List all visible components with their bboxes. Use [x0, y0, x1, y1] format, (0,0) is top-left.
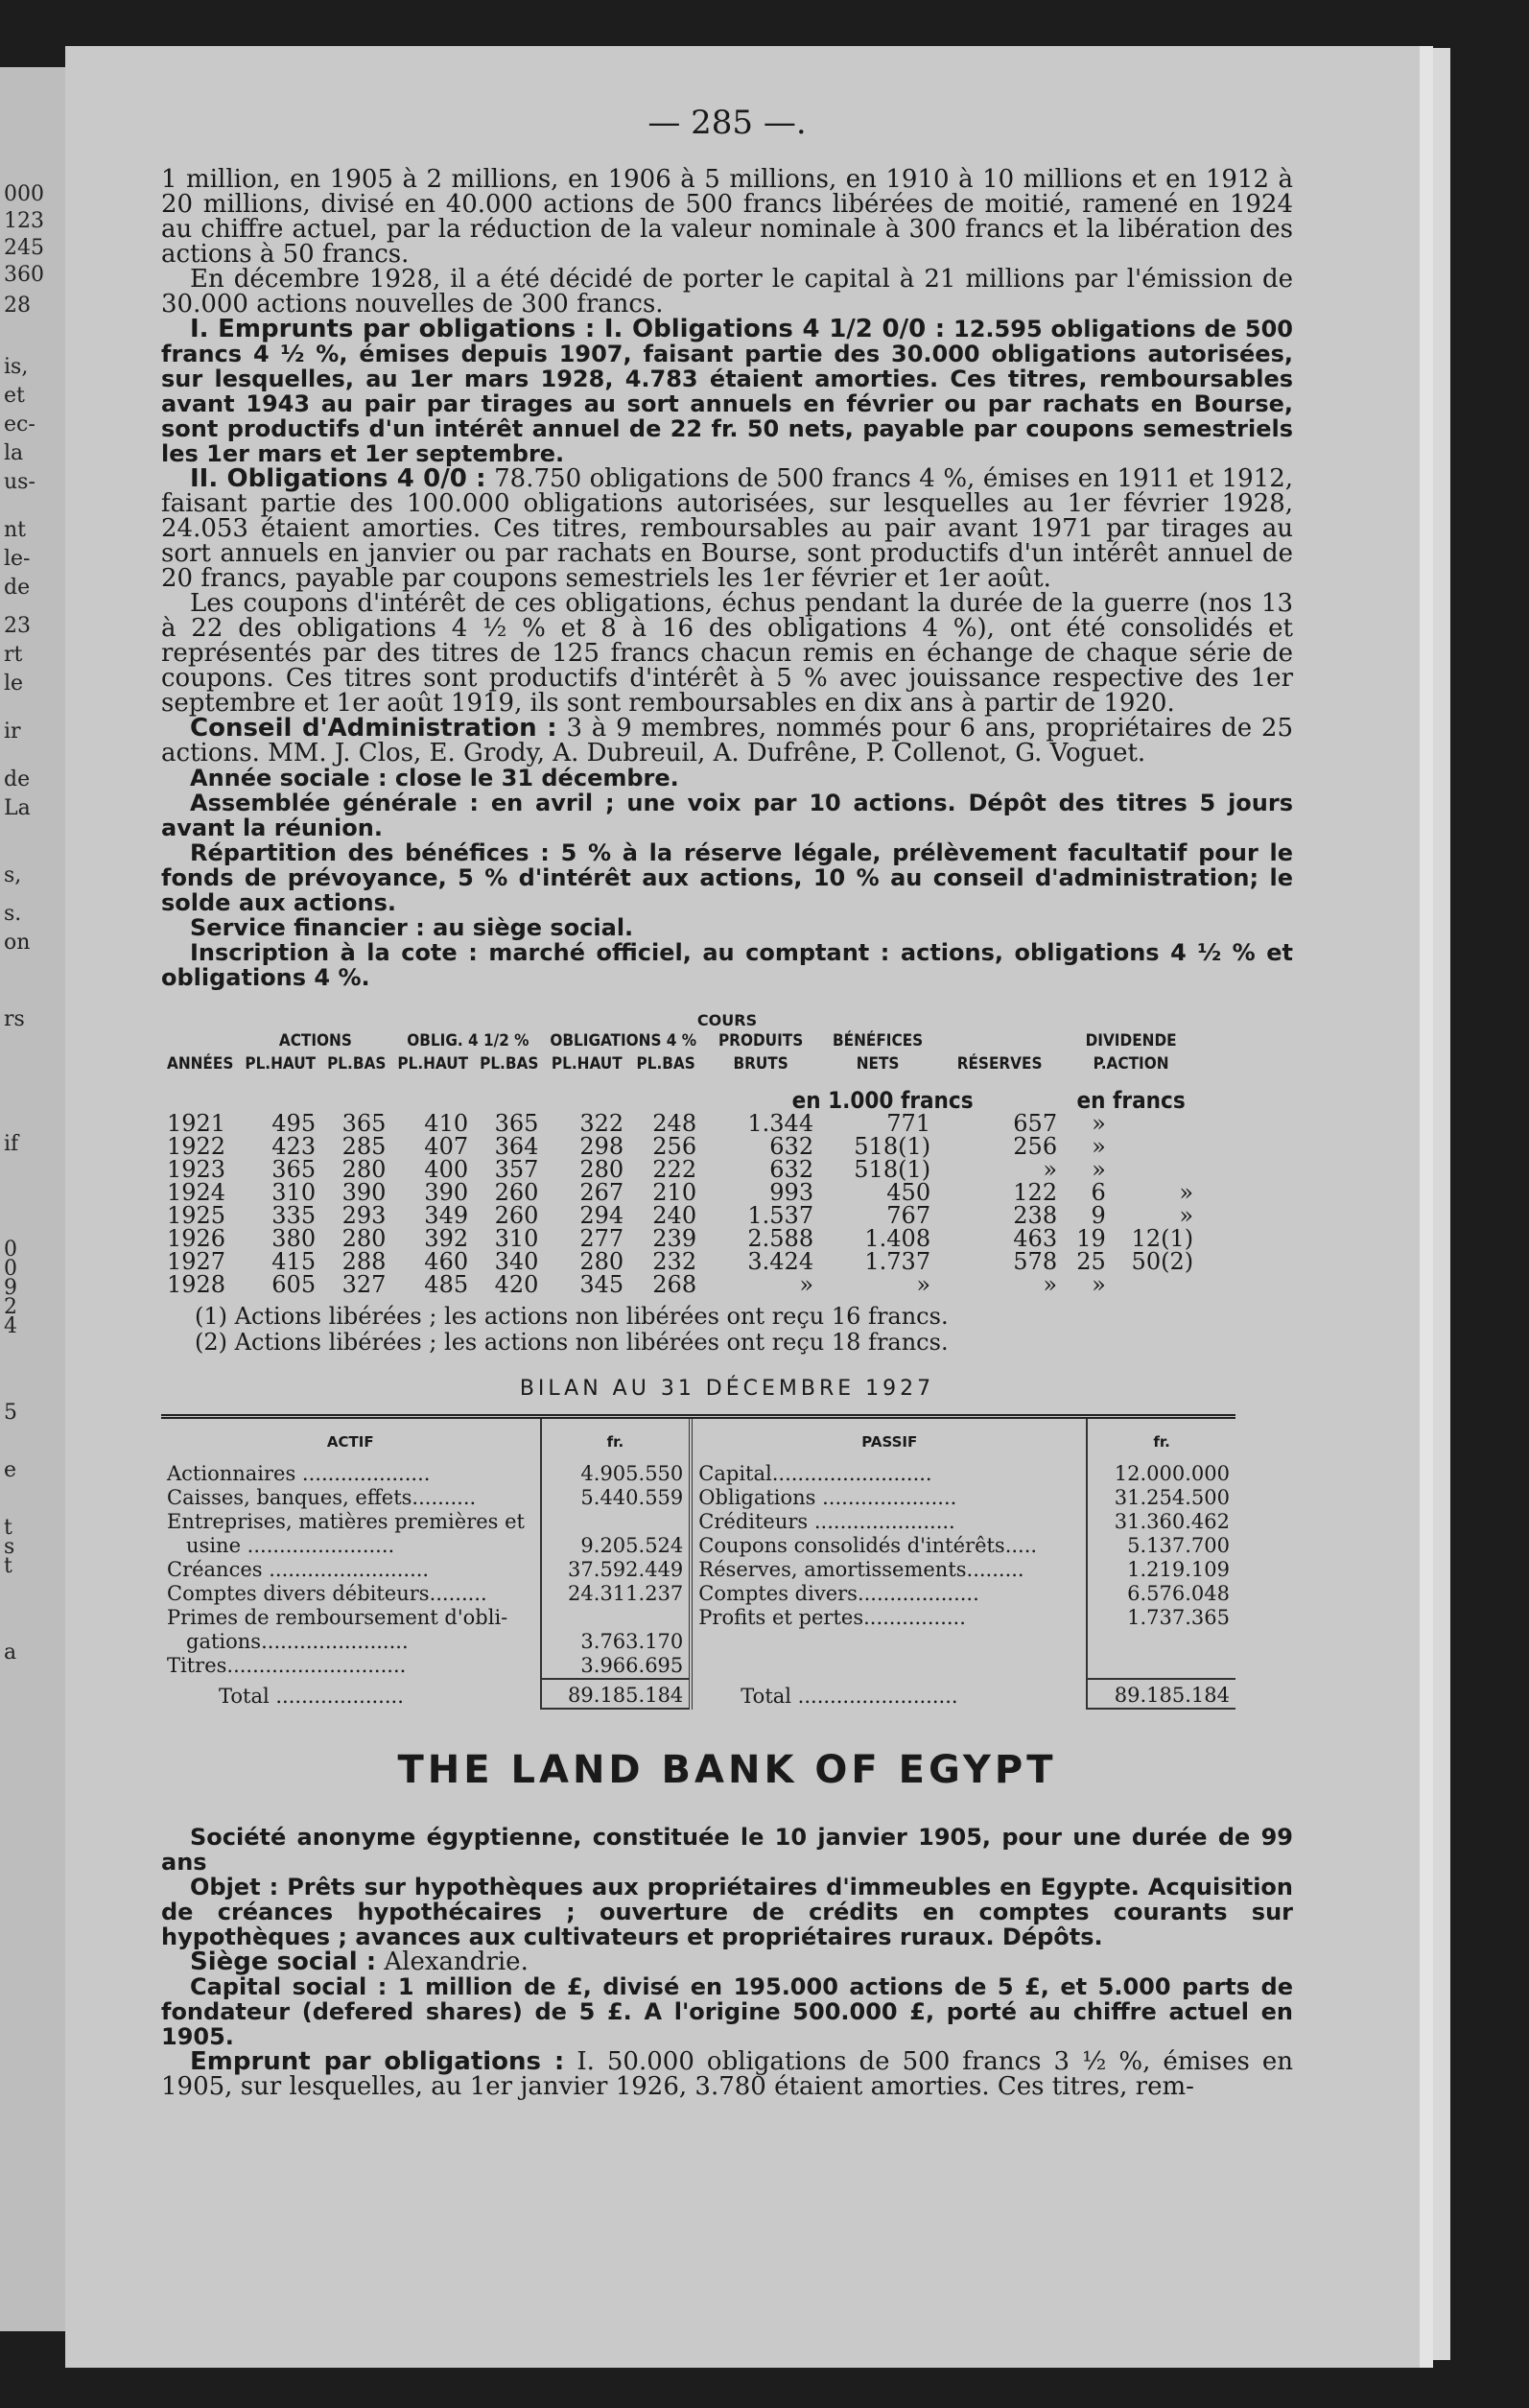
- objet-label: Objet :: [190, 1874, 279, 1900]
- bilan-actif-amount: 5.440.559: [541, 1486, 692, 1510]
- emprunt-label: Emprunt par obligations :: [190, 2047, 565, 2076]
- bilan-actif-label: Comptes divers débiteurs.........: [167, 1582, 487, 1605]
- inscription-section: [161, 940, 1293, 990]
- repartition-section: [161, 840, 1293, 915]
- cours-cell-reserves: 463: [1013, 1225, 1058, 1252]
- cours-cell-reserves: 657: [1013, 1110, 1058, 1137]
- cours-cell-annee: 1926: [167, 1225, 226, 1252]
- bilan-passif-label: Profits et pertes................: [691, 1606, 1087, 1630]
- left-margin-fragment: le-: [4, 547, 31, 571]
- bilan-row: [161, 1510, 1235, 1534]
- bilan-passif-amount: 1.737.365: [1087, 1606, 1235, 1630]
- bilan-row: [161, 1486, 1235, 1510]
- cours-cell-action-haut: 423: [271, 1133, 317, 1160]
- cours-cell-dividende: 19: [1076, 1225, 1106, 1252]
- bilan-passif-label: [691, 1630, 1087, 1654]
- cours-cell-oblig45-haut: 410: [424, 1110, 469, 1137]
- emprunt-text: I. 50.000 obligations de 500 francs 3 ½ %, émises en 1905, sur lesquelles, au 1er janvier 1926, 3.780 étaient amorties. Ces titres, rem-: [161, 2047, 1293, 2101]
- assemblee-label: Assemblée générale :: [190, 790, 479, 816]
- repartition-label: Répartition des bénéfices :: [190, 839, 550, 866]
- cours-cell-oblig45-bas: 365: [494, 1110, 539, 1137]
- cours-cell-annee: 1928: [167, 1271, 226, 1298]
- cours-cell-benefices: 1.408: [864, 1225, 931, 1252]
- left-margin-fragment: rt: [4, 643, 23, 667]
- bilan-row: [161, 1630, 1235, 1654]
- left-margin-fragment: la: [4, 441, 24, 465]
- cours-cell-reserves: 578: [1013, 1248, 1058, 1275]
- bilan-actif-label: Primes de remboursement d'obli-: [167, 1606, 508, 1629]
- bilan-actif-amount: 24.311.237: [541, 1582, 692, 1606]
- cours-row: [161, 1112, 1199, 1135]
- left-margin-fragment: de: [4, 767, 31, 791]
- cours-cell-dividende: 25: [1076, 1248, 1106, 1275]
- cours-cell-annee: 1925: [167, 1202, 226, 1229]
- left-margin-fragment: 0: [4, 1257, 17, 1281]
- cours-cell-oblig4-haut: 277: [579, 1225, 624, 1252]
- cours-cell-produits: 1.537: [747, 1202, 814, 1229]
- inscription-label: Inscription à la cote :: [190, 939, 478, 966]
- left-margin-fragment: 000: [4, 182, 44, 206]
- left-margin-fragment: 2: [4, 1295, 17, 1319]
- cours-cell-oblig4-haut: 298: [579, 1133, 624, 1160]
- bilan-row: [161, 1606, 1235, 1630]
- cours-cell-oblig4-haut: 345: [579, 1271, 624, 1298]
- cours-cell-action-haut: 380: [271, 1225, 317, 1252]
- cours-cell-produits: »: [799, 1271, 814, 1298]
- bilan-passif-unit: fr.: [1087, 1417, 1235, 1463]
- cours-cell-benefices: 767: [886, 1202, 931, 1229]
- cours-cell-oblig45-haut: 407: [424, 1133, 469, 1160]
- left-margin-fragment: La: [4, 796, 31, 820]
- bilan-actif-amount: 4.905.550: [541, 1462, 692, 1486]
- left-margin-fragment: de: [4, 576, 31, 600]
- cours-cell-oblig45-haut: 460: [424, 1248, 469, 1275]
- cours-cell-dividende-2: 12(1): [1131, 1225, 1194, 1252]
- land-bank-intro: Société anonyme égyptienne, constituée le 10 janvier 1905, pour une durée de 99 ans: [161, 1824, 1293, 1876]
- left-margin-fragment: 123: [4, 209, 44, 233]
- objet-text: Prêts sur hypothèques aux propriétaires d'immeubles en Egypte. Acquisition de créances hypothécaires ; ouverture de crédits en comptes courants sur hypothèques ; avances aux cultivateurs et propriétaires ruraux. Dépôts.: [161, 1874, 1294, 1950]
- cours-cell-action-bas: 288: [341, 1248, 387, 1275]
- col-oblig45: OBLIG. 4 1/2 %: [407, 1031, 529, 1051]
- document-page: [65, 46, 1433, 2368]
- bilan-actif-amount: 3.966.695: [541, 1654, 692, 1679]
- col-actions-haut: PL.HAUT: [245, 1054, 317, 1074]
- bilan-row: [161, 1534, 1235, 1558]
- cours-cell-oblig45-bas: 260: [494, 1202, 539, 1229]
- col-actions-bas: PL.BAS: [327, 1054, 387, 1074]
- bilan-passif-amount: 12.000.000: [1087, 1462, 1235, 1486]
- left-margin-fragment: ir: [4, 720, 21, 744]
- left-margin-fragment: le: [4, 672, 24, 696]
- left-margin-fragment: s,: [4, 863, 22, 887]
- left-page-margin: [0, 67, 67, 2331]
- page-edge: [1433, 48, 1450, 2360]
- cours-cell-benefices: 450: [886, 1179, 931, 1206]
- assemblee-section: [161, 791, 1293, 840]
- left-margin-fragment: 5: [4, 1401, 17, 1425]
- cours-cell-action-bas: 285: [341, 1133, 387, 1160]
- cours-cell-reserves: 238: [1013, 1202, 1058, 1229]
- cours-cell-benefices: 518(1): [854, 1156, 931, 1183]
- cours-cell-action-haut: 310: [271, 1179, 317, 1206]
- bilan-actif-header: ACTIF: [326, 1433, 374, 1451]
- cours-row: [161, 1135, 1199, 1158]
- bilan-actif-label: Créances .........................: [167, 1558, 430, 1581]
- bilan-actif-amount: 9.205.524: [541, 1534, 692, 1558]
- left-margin-fragment: on: [4, 931, 31, 955]
- siege-text: Alexandrie.: [384, 1948, 529, 1976]
- bilan-actif-label: usine .......................: [167, 1534, 395, 1557]
- cours-cell-oblig45-haut: 390: [424, 1179, 469, 1206]
- left-margin-fragment: a: [4, 1641, 17, 1664]
- inscription-text: marché officiel, au comptant : actions, obligations 4 ½ % et obligations 4 %.: [161, 939, 1294, 991]
- cours-cell-oblig4-bas: 268: [652, 1271, 697, 1298]
- bilan-actif-total: 89.185.184: [541, 1679, 692, 1709]
- cours-cell-action-bas: 365: [341, 1110, 387, 1137]
- left-margin-fragment: 9: [4, 1276, 17, 1300]
- cours-cell-dividende: »: [1092, 1110, 1106, 1137]
- cours-cell-action-bas: 293: [341, 1202, 387, 1229]
- unit-francs: en francs: [1076, 1087, 1186, 1114]
- cours-cell-oblig45-bas: 310: [494, 1225, 539, 1252]
- cours-cell-produits: 632: [769, 1156, 814, 1183]
- cours-cell-oblig45-haut: 392: [424, 1225, 469, 1252]
- cours-cell-produits: 1.344: [747, 1110, 814, 1137]
- cours-cell-oblig45-bas: 420: [494, 1271, 539, 1298]
- cours-title: COURS: [696, 1011, 758, 1029]
- emprunt-section: [161, 2049, 1293, 2099]
- bilan-passif-amount: [1087, 1630, 1235, 1654]
- bilan-passif-amount: 31.254.500: [1087, 1486, 1235, 1510]
- cours-cell-produits: 993: [769, 1179, 814, 1206]
- bilan-actif-label: gations.......................: [167, 1630, 409, 1653]
- cours-cell-dividende: »: [1092, 1271, 1106, 1298]
- cours-cell-oblig4-bas: 240: [652, 1202, 697, 1229]
- col-oblig4-bas: PL.BAS: [636, 1054, 695, 1074]
- bilan-actif-label: Caisses, banques, effets..........: [167, 1486, 477, 1509]
- cours-cell-reserves: 256: [1013, 1133, 1058, 1160]
- cours-cell-action-haut: 365: [271, 1156, 317, 1183]
- cours-cell-action-haut: 335: [271, 1202, 317, 1229]
- bilan-actif-label: Titres............................: [167, 1654, 407, 1677]
- bilan-passif-amount: [1087, 1654, 1235, 1679]
- capital-decision: En décembre 1928, il a été décidé de porter le capital à 21 millions par l'émission de 30.000 actions nouvelles de 300 francs.: [161, 265, 1293, 319]
- bilan-actif-label: Entreprises, matières premières et: [167, 1510, 525, 1533]
- cours-cell-dividende-2: [1112, 1273, 1199, 1296]
- bilan-actif-amount: [541, 1606, 692, 1630]
- col-reserves: RÉSERVES: [956, 1054, 1043, 1074]
- left-margin-fragment: et: [4, 384, 25, 408]
- left-margin-fragment: 23: [4, 614, 31, 638]
- col-produits: PRODUITS BRUTS: [717, 1031, 804, 1074]
- siege-section: [161, 1949, 1293, 1974]
- col-oblig4-haut: PL.HAUT: [551, 1054, 623, 1074]
- assemblee-text: en avril ; une voix par 10 actions. Dépôt des titres 5 jours avant la réunion.: [161, 790, 1293, 841]
- col-oblig4: OBLIGATIONS 4 %: [550, 1031, 697, 1051]
- bilan-actif-unit: fr.: [541, 1417, 692, 1463]
- cours-cell-reserves: »: [1043, 1156, 1058, 1183]
- cours-cell-action-bas: 390: [341, 1179, 387, 1206]
- bilan-table: [161, 1414, 1235, 1710]
- service-label: Service financier :: [190, 914, 425, 941]
- cours-cell-annee: 1927: [167, 1248, 226, 1275]
- cours-cell-annee: 1922: [167, 1133, 226, 1160]
- col-actions: ACTIONS: [278, 1031, 352, 1051]
- cours-row: [161, 1204, 1199, 1227]
- bilan-passif-label: Obligations .....................: [691, 1486, 1087, 1510]
- cours-cell-dividende: 9: [1091, 1202, 1106, 1229]
- cours-cell-oblig4-bas: 222: [652, 1156, 697, 1183]
- left-margin-fragment: is,: [4, 355, 29, 379]
- bilan-passif-total: 89.185.184: [1087, 1679, 1235, 1709]
- bilan-passif-label: Réserves, amortissements.........: [691, 1558, 1087, 1582]
- cours-cell-action-haut: 605: [271, 1271, 317, 1298]
- bilan-passif-label: [691, 1654, 1087, 1679]
- note-1: (1) Actions libérées ; les actions non libérées ont reçu 16 francs.: [195, 1303, 949, 1330]
- cours-cell-oblig4-haut: 267: [579, 1179, 624, 1206]
- cours-row: [161, 1273, 1199, 1296]
- cours-cell-benefices: »: [916, 1271, 931, 1298]
- emprunts-section: [161, 317, 1293, 466]
- land-bank-title: THE LAND BANK OF EGYPT: [397, 1748, 1057, 1792]
- left-margin-fragment: s.: [4, 902, 22, 926]
- cours-cell-dividende: »: [1092, 1156, 1106, 1183]
- bilan-row: [161, 1558, 1235, 1582]
- left-margin-fragment: rs: [4, 1007, 25, 1031]
- left-margin-fragment: t: [4, 1516, 12, 1540]
- cours-cell-oblig45-haut: 349: [424, 1202, 469, 1229]
- bilan-title: BILAN AU 31 DÉCEMBRE 1927: [519, 1377, 935, 1401]
- col-oblig45-haut: PL.HAUT: [397, 1054, 469, 1074]
- left-margin-fragment: us-: [4, 470, 35, 494]
- cours-row: [161, 1181, 1199, 1204]
- cours-cell-benefices: 771: [886, 1110, 931, 1137]
- bilan-row: [161, 1462, 1235, 1486]
- annee-text: close le 31 décembre.: [394, 765, 679, 791]
- bilan-row: [161, 1654, 1235, 1679]
- obligations-4-text: 78.750 obligations de 500 francs 4 %, émises en 1911 et 1912, faisant partie des 100.000 obligations autorisées, sur lesquelles au 1er février 1928, 24.053 étaient amorties. Ces titres, remboursables au pair avant 1971 par tirages au sort annuels en janvier ou par rachats en Bourse, sont productifs d'un intérêt annuel de 20 francs, payable par coupons semestriels les 1er février et 1er août.: [161, 464, 1293, 593]
- note-2: (2) Actions libérées ; les actions non libérées ont reçu 18 francs.: [195, 1329, 949, 1356]
- left-margin-fragment: nt: [4, 518, 27, 542]
- cours-row: [161, 1250, 1199, 1273]
- conseil-text: 3 à 9 membres, nommés pour 6 ans, propriétaires de 25 actions. MM. J. Clos, E. Grody, A. Dubreuil, A. Dufrêne, P. Collenot, G. Voguet.: [161, 714, 1294, 767]
- bilan-actif-total-label: Total ....................: [219, 1685, 404, 1708]
- obligations-4-label: II. Obligations 4 0/0 :: [190, 464, 486, 493]
- left-margin-fragment: 0: [4, 1238, 17, 1262]
- cours-cell-oblig45-bas: 260: [494, 1179, 539, 1206]
- bilan-row: [161, 1582, 1235, 1606]
- cours-cell-benefices: 1.737: [864, 1248, 931, 1275]
- col-annees: ANNÉES: [167, 1054, 234, 1074]
- cours-row: [161, 1227, 1199, 1250]
- left-margin-fragment: 4: [4, 1314, 17, 1338]
- cours-cell-dividende-2: [1112, 1112, 1199, 1135]
- service-text: au siège social.: [433, 914, 634, 941]
- capital-label: Capital social :: [190, 1973, 388, 2000]
- repartition-text: 5 % à la réserve légale, prélèvement facultatif pour le fonds de prévoyance, 5 % d'intérêt aux actions, 10 % au conseil d'administration; le solde aux actions.: [161, 839, 1294, 916]
- bilan-passif-total-label: Total .........................: [691, 1679, 1087, 1709]
- bilan-passif-amount: 5.137.700: [1087, 1534, 1235, 1558]
- left-margin-fragment: if: [4, 1132, 19, 1156]
- left-margin-fragment: 245: [4, 236, 44, 260]
- left-margin-fragment: e: [4, 1458, 17, 1482]
- conseil-label: Conseil d'Administration :: [190, 714, 557, 743]
- cours-cell-oblig45-haut: 400: [424, 1156, 469, 1183]
- cours-cell-reserves: »: [1043, 1271, 1058, 1298]
- cours-cell-dividende-2: [1112, 1135, 1199, 1158]
- cours-cell-dividende: 6: [1091, 1179, 1106, 1206]
- cours-cell-action-bas: 327: [341, 1271, 387, 1298]
- coupons-paragraph: Les coupons d'intérêt de ces obligations, échus pendant la durée de la guerre (nos 13 à 22 des obligations 4 ½ % et 8 à 16 des obligations 4 %), ont été consolidés et représentés par des titres de 125 francs chacun remis en échange de chaque série de coupons. Ces titres sont productifs d'intérêt à 5 % avec jouissance respective des 1er septembre et 1er août 1919, ils sont remboursables en dix ans à partir de 1920.: [161, 589, 1293, 718]
- cours-cell-annee: 1921: [167, 1110, 226, 1137]
- cours-cell-oblig4-haut: 280: [579, 1156, 624, 1183]
- cours-cell-produits: 3.424: [747, 1248, 814, 1275]
- intro-paragraph: 1 million, en 1905 à 2 millions, en 1906 à 5 millions, en 1910 à 10 millions et en 1912 à 20 millions, divisé en 40.000 actions de 500 francs libérées de moitié, ramené en 1924 au chiffre actuel, par la réduction de la valeur nominale à 300 francs et la libération des actions à 50 francs.: [161, 165, 1293, 269]
- cours-cell-oblig4-bas: 256: [652, 1133, 697, 1160]
- cours-cell-oblig4-bas: 232: [652, 1248, 697, 1275]
- cours-cell-oblig4-bas: 248: [652, 1110, 697, 1137]
- page-number: — 285 —.: [647, 104, 807, 142]
- cours-cell-annee: 1923: [167, 1156, 226, 1183]
- cours-cell-benefices: 518(1): [854, 1133, 931, 1160]
- bilan-passif-header: PASSIF: [691, 1417, 1087, 1463]
- bilan-actif-amount: [541, 1510, 692, 1534]
- objet-section: [161, 1875, 1293, 1949]
- cours-cell-oblig4-haut: 294: [579, 1202, 624, 1229]
- bilan-passif-amount: 31.360.462: [1087, 1510, 1235, 1534]
- cours-cell-dividende-2: 50(2): [1131, 1248, 1194, 1275]
- siege-label: Siège social :: [190, 1948, 377, 1976]
- conseil-section: [161, 716, 1293, 766]
- emprunts-label: I. Emprunts par obligations : I. Obligations 4 1/2 0/0 :: [190, 315, 946, 343]
- cours-cell-dividende: »: [1092, 1133, 1106, 1160]
- cours-cell-oblig4-bas: 239: [652, 1225, 697, 1252]
- cours-cell-dividende-2: »: [1179, 1179, 1194, 1206]
- cours-cell-oblig45-bas: 364: [494, 1133, 539, 1160]
- bilan-passif-label: Créditeurs ......................: [691, 1510, 1087, 1534]
- cours-table: [161, 1029, 1199, 1296]
- col-benefices: BÉNÉFICES NETS: [833, 1031, 924, 1074]
- cours-cell-dividende-2: »: [1179, 1202, 1194, 1229]
- bilan-passif-amount: 1.219.109: [1087, 1558, 1235, 1582]
- bilan-actif-label: Actionnaires ....................: [167, 1462, 431, 1485]
- cours-cell-produits: 632: [769, 1133, 814, 1160]
- cours-cell-oblig45-bas: 357: [494, 1156, 539, 1183]
- left-margin-fragment: t: [4, 1554, 12, 1578]
- page-content: [161, 104, 1293, 2099]
- cours-cell-reserves: 122: [1013, 1179, 1058, 1206]
- bilan-actif-amount: 3.763.170: [541, 1630, 692, 1654]
- cours-notes: [161, 1304, 1293, 1356]
- bilan-passif-amount: 6.576.048: [1087, 1582, 1235, 1606]
- left-margin-fragment: 28: [4, 294, 31, 318]
- capital-section: [161, 1974, 1293, 2049]
- cours-row: [161, 1158, 1199, 1181]
- cours-cell-oblig45-haut: 485: [424, 1271, 469, 1298]
- cours-cell-oblig4-haut: 322: [579, 1110, 624, 1137]
- cours-cell-action-haut: 495: [271, 1110, 317, 1137]
- col-oblig45-bas: PL.BAS: [480, 1054, 539, 1074]
- emprunts-text-1: 12.595 obligations de 500 francs 4 ½ %, émises depuis 1907, faisant partie des 30.000 obligations autorisées, sur lesquelles, au 1er mars 1928, 4.783 étaient amorties. Ces titres, remboursables avant 1943 au pair par tirages au sort annuels en février ou par rachats en Bourse, sont productifs d'un intérêt annuel de 22 fr. 50 nets, payable par coupons semestriels les 1er mars et 1er septembre.: [161, 316, 1294, 467]
- bilan-passif-label: Coupons consolidés d'intérêts.....: [691, 1534, 1087, 1558]
- left-margin-fragment: s: [4, 1535, 15, 1559]
- bilan-actif-amount: 37.592.449: [541, 1558, 692, 1582]
- cours-cell-annee: 1924: [167, 1179, 226, 1206]
- cours-cell-oblig4-bas: 210: [652, 1179, 697, 1206]
- annee-label: Année sociale :: [190, 765, 388, 791]
- obligations-4-section: [161, 466, 1293, 591]
- cours-cell-action-haut: 415: [271, 1248, 317, 1275]
- bilan-passif-label: Comptes divers...................: [691, 1582, 1087, 1606]
- cours-cell-produits: 2.588: [747, 1225, 814, 1252]
- cours-cell-oblig4-haut: 280: [579, 1248, 624, 1275]
- bilan-passif-label: Capital.........................: [691, 1462, 1087, 1486]
- cours-cell-action-bas: 280: [341, 1225, 387, 1252]
- service-section: [161, 915, 1293, 940]
- annee-section: [161, 766, 1293, 791]
- left-margin-fragment: ec-: [4, 413, 35, 437]
- cours-cell-dividende-2: [1112, 1158, 1199, 1181]
- col-dividende: DIVIDENDE P.ACTION: [1085, 1031, 1177, 1074]
- left-margin-fragment: 360: [4, 263, 44, 287]
- cours-cell-oblig45-bas: 340: [494, 1248, 539, 1275]
- cours-cell-action-bas: 280: [341, 1156, 387, 1183]
- capital-text: 1 million de £, divisé en 195.000 actions de 5 £, et 5.000 parts de fondateur (defered shares) de 5 £. A l'origine 500.000 £, porté au chiffre actuel en 1905.: [161, 1973, 1293, 2050]
- unit-thousand-francs: en 1.000 francs: [791, 1087, 974, 1114]
